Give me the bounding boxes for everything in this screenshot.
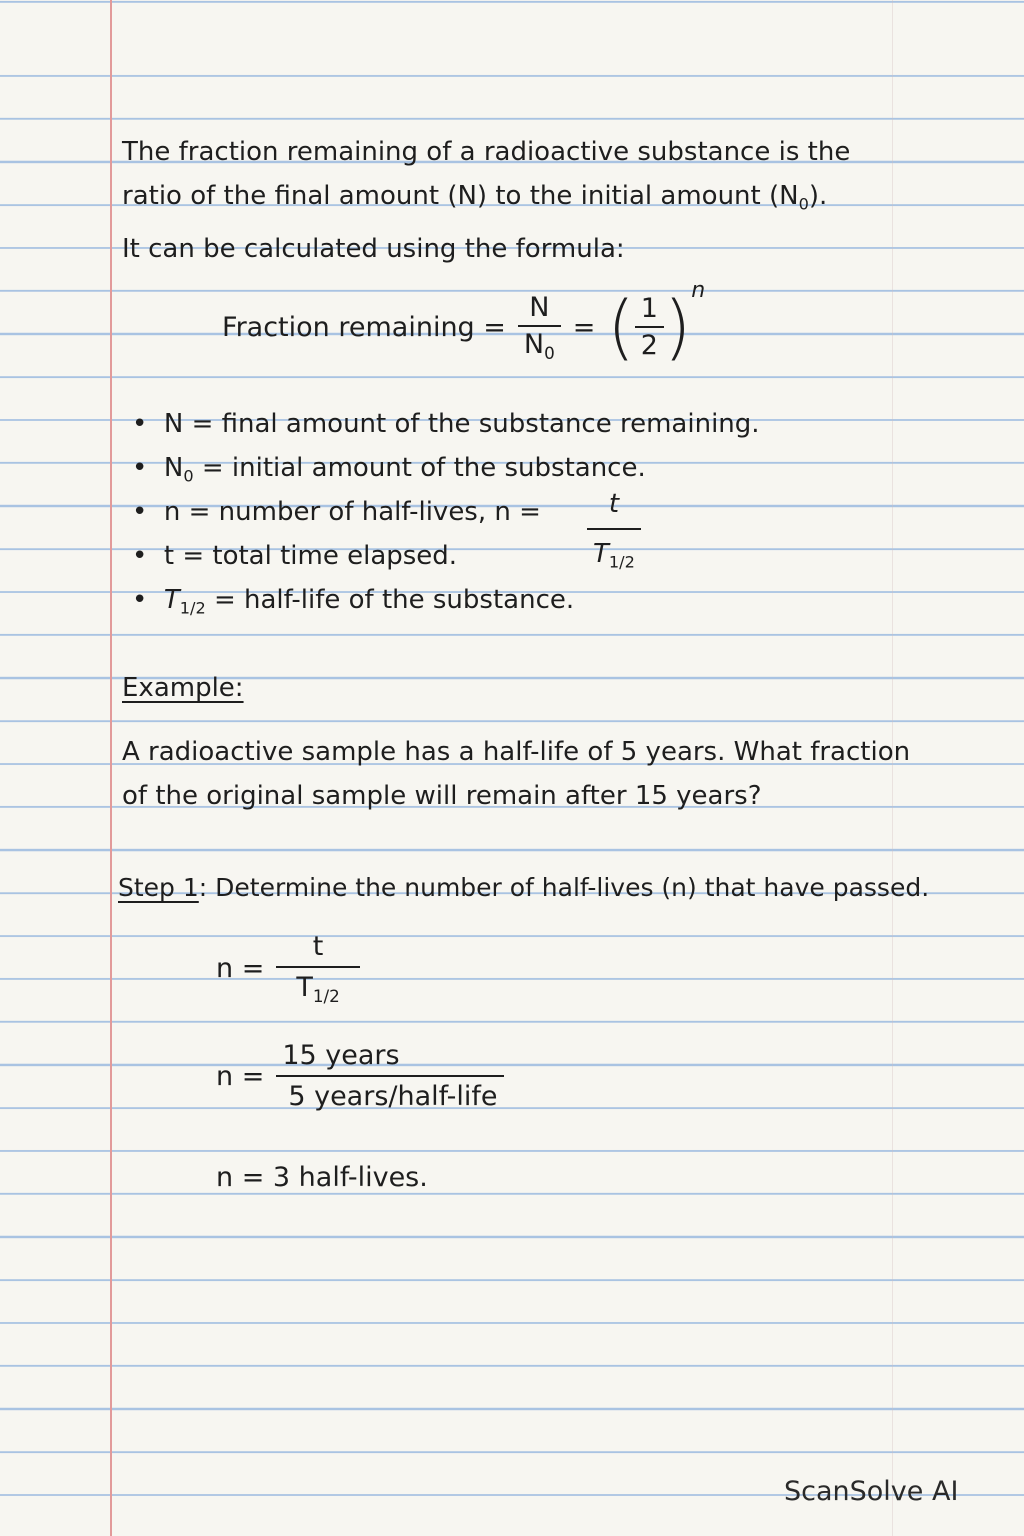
- formula-den-symbol: N: [523, 328, 545, 360]
- list-item: [132, 578, 760, 622]
- subscript: 1/2: [179, 598, 206, 618]
- list-item: [132, 446, 760, 490]
- subscript: 1/2: [312, 985, 340, 1006]
- bullet-dot: •: [132, 409, 164, 439]
- equation-fraction: [276, 1040, 503, 1112]
- equation-denominator: [276, 966, 359, 1006]
- subscript: 0: [183, 466, 194, 486]
- formula-numerator: N: [529, 291, 550, 323]
- example-heading: Example:: [122, 673, 244, 703]
- definition-half-lives: n = number of half-lives, n =: [163, 497, 541, 527]
- half-life-symbol: T: [296, 971, 313, 1003]
- main-formula: [222, 278, 706, 372]
- list-item: [132, 534, 760, 578]
- equation-lhs: n =: [216, 952, 265, 984]
- half-fraction: [635, 293, 664, 361]
- subscript: 1/2: [608, 552, 635, 572]
- step-1-equation-2: [216, 1028, 504, 1124]
- bullet-dot: •: [132, 585, 164, 615]
- definition-half-life-symbol: T: [163, 585, 180, 615]
- definition-time: t = total time elapsed.: [163, 541, 458, 571]
- half-lives-fraction: [587, 482, 641, 585]
- intro-line-2-text: ratio of the final amount (N) to the initial amount (N: [122, 181, 799, 211]
- definition-initial-symbol: N: [163, 453, 184, 483]
- fraction-denominator: [587, 528, 641, 585]
- formula-denominator: [518, 325, 561, 363]
- definition-initial-amount: = initial amount of the substance.: [193, 453, 646, 483]
- step-1-result: n = 3 half-lives.: [216, 1162, 428, 1193]
- bullet-dot: •: [132, 497, 164, 527]
- half-life-symbol: T: [593, 539, 609, 569]
- formula-equals: =: [572, 311, 596, 343]
- list-item: [132, 402, 760, 446]
- definition-final-amount: N = final amount of the substance remaining.: [163, 409, 760, 439]
- step-1-equation-1: [216, 920, 360, 1016]
- left-paren: (: [607, 286, 635, 368]
- subscript: 0: [544, 342, 555, 363]
- margin-line: [110, 0, 112, 1536]
- intro-paragraph: [122, 130, 850, 271]
- definitions-list: [132, 402, 760, 622]
- right-paren: ): [663, 286, 692, 368]
- example-question-line-2: of the original sample will remain after 15 years?: [122, 781, 762, 811]
- step-label: Step 1: [118, 873, 199, 902]
- equation-numerator: t: [312, 930, 324, 962]
- intro-line-3: It can be calculated using the formula:: [122, 233, 625, 264]
- half-denominator: 2: [635, 326, 664, 361]
- example-question: [122, 730, 910, 818]
- example-question-line-1: A radioactive sample has a half-life of 5 years. What fraction: [122, 737, 911, 767]
- intro-line-2: [122, 174, 850, 227]
- intro-line-2-end: ).: [808, 181, 828, 211]
- watermark: ScanSolve AI: [784, 1476, 959, 1507]
- step-1-heading: [118, 866, 929, 910]
- intro-line-1: The fraction remaining of a radioactive substance is the: [122, 137, 851, 167]
- fraction-numerator: t: [608, 489, 620, 519]
- subscript: 0: [798, 194, 809, 214]
- formula-label: Fraction remaining =: [222, 311, 506, 343]
- bullet-dot: •: [132, 453, 164, 483]
- bullet-dot: •: [132, 541, 164, 571]
- half-numerator: 1: [640, 293, 658, 324]
- equation-numerator: 15 years: [282, 1040, 400, 1071]
- formula-exponent: n: [691, 278, 706, 303]
- definition-half-life: = half-life of the substance.: [205, 585, 575, 615]
- step-text: : Determine the number of half-lives (n) that have passed.: [198, 873, 930, 902]
- equation-lhs: n =: [216, 1060, 265, 1092]
- equation-denominator: 5 years/half-life: [276, 1075, 503, 1112]
- formula-fraction: [518, 292, 561, 363]
- equation-fraction: [276, 931, 359, 1006]
